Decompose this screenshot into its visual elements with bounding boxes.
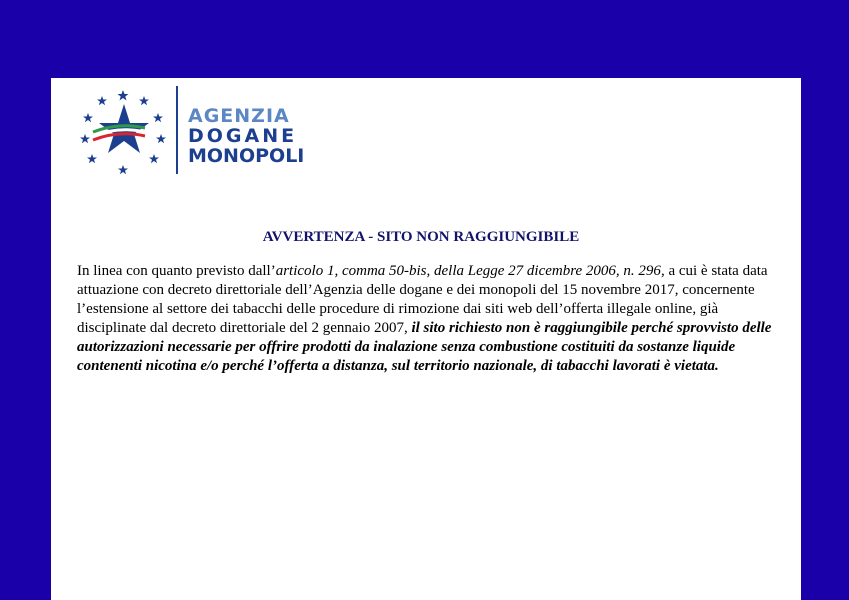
notice-text-middle: , a cui è stata data attuazione con decreto direttoriale dell’Agenzia delle dogane e dei monopoli del 15 novembre 2017, concernente l’estensione al settore dei tabacchi delle procedure di rimozione dai siti web dell’offerta illegale online, già disciplinate dal decreto direttoriale del 2 gennaio 2007, [77, 263, 768, 336]
logo-line-agenzia: AGENZIA [188, 105, 290, 127]
star-emblem-icon [79, 86, 169, 178]
logo-text [188, 106, 304, 166]
logo-line-monopoli: MONOPOLI [188, 145, 305, 167]
logo-divider [176, 86, 178, 174]
notice-law-reference: articolo 1, comma 50-bis, della Legge 27 dicembre 2006, n. 296 [275, 263, 661, 279]
notice-text-emphasis: il sito richiesto non è raggiungibile perché sprovvisto delle autorizzazioni necessarie per offrire prodotti da inalazione senza combustione costituiti da sostanze liquide contenenti nicotina e/o perché l’offerta a distanza, sul territorio nazionale, di tabacchi lavorati è vietata. [77, 320, 772, 374]
logo-line-dogane: DOGANE [188, 125, 298, 147]
notice-text-intro: In linea con quanto previsto dall’ [77, 263, 276, 279]
agency-logo [79, 86, 305, 178]
notice-paragraph [77, 262, 777, 376]
content-panel [51, 78, 801, 600]
page-title: AVVERTENZA - SITO NON RAGGIUNGIBILE [262, 229, 580, 245]
